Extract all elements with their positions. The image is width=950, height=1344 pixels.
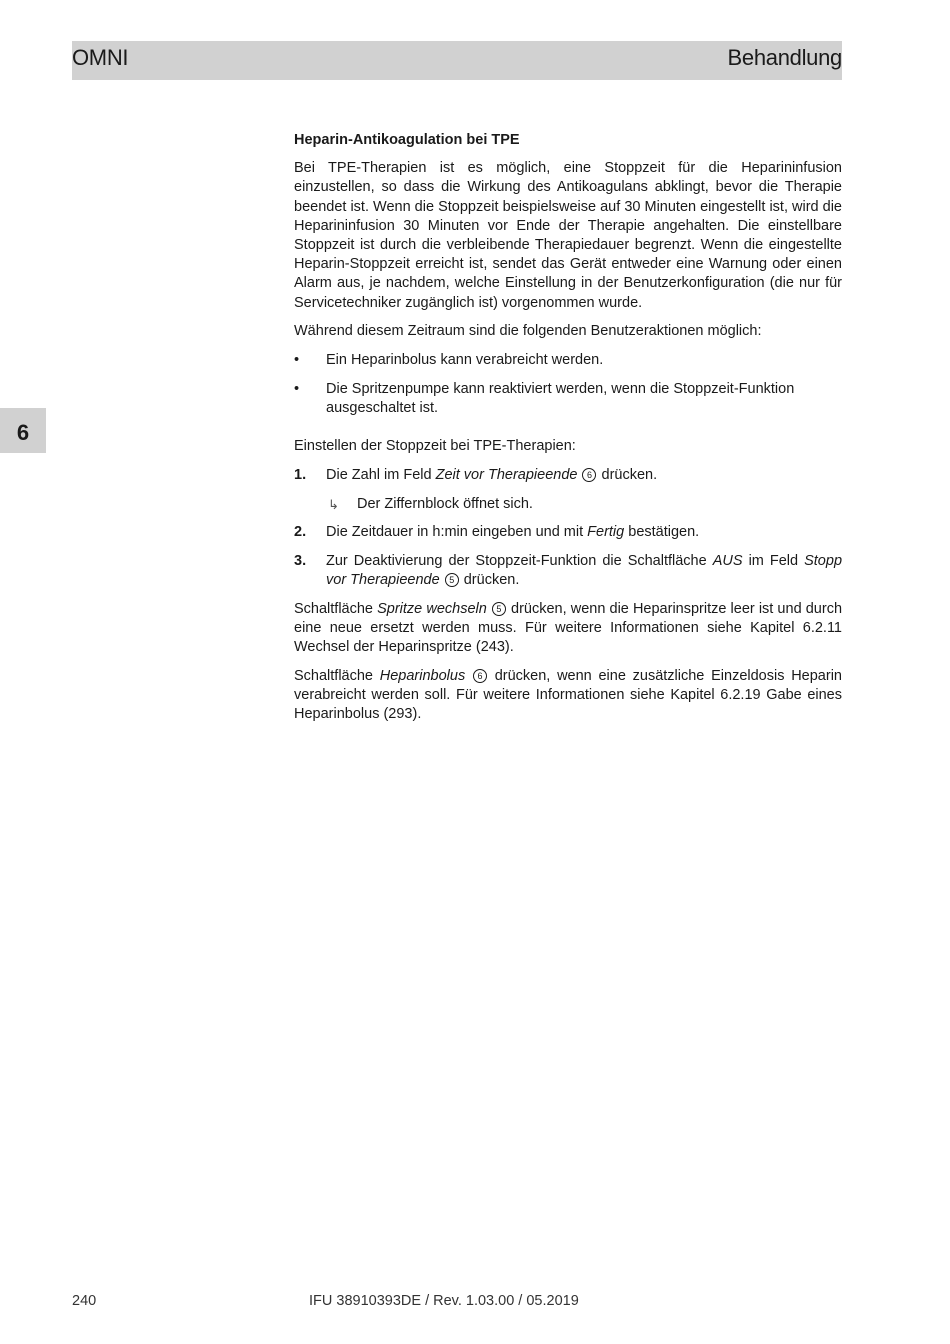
callout-marker: 6	[582, 468, 596, 482]
actions-paragraph: Während diesem Zeitraum sind die folgenden Benutzeraktionen möglich:	[294, 323, 762, 340]
page-header	[72, 41, 842, 80]
step-1: 1. Die Zahl im Feld Zeit vor Therapieende 6 drücken.	[294, 466, 842, 485]
document-id: IFU 38910393DE / Rev. 1.03.00 / 05.2019	[309, 1293, 579, 1309]
button-name: Spritze wechseln	[377, 600, 487, 617]
chapter-tab: 6	[0, 408, 46, 453]
field-name: Zeit vor Therapieende	[435, 466, 578, 483]
bullet-icon: •	[294, 380, 300, 397]
step-2: 2. Die Zeitdauer in h:min eingeben und mit Fertig bestätigen.	[294, 523, 842, 542]
bullet-icon: •	[294, 352, 300, 369]
header-product-name: OMNI	[72, 45, 129, 70]
field-name: Stopp vor Therapieende	[326, 552, 843, 589]
main-content	[294, 131, 842, 734]
result-arrow-icon: ↳	[328, 496, 339, 512]
page-number: 240	[72, 1293, 97, 1309]
bullet-list	[294, 351, 842, 418]
callout-marker: 5	[445, 573, 459, 587]
list-item: • Ein Heparinbolus kann verabreicht werden.	[294, 351, 842, 370]
steps-intro: Einstellen der Stoppzeit bei TPE-Therapien:	[294, 438, 576, 455]
step-1-result: ↳ Der Ziffernblock öffnet sich.	[294, 495, 842, 514]
callout-marker: 5	[492, 602, 506, 616]
step-number: 1.	[294, 466, 307, 483]
button-name: Heparinbolus	[379, 667, 466, 684]
callout-marker: 6	[473, 669, 487, 683]
syringe-paragraph: Schaltfläche Spritze wechseln 5 drücken, wenn die Heparinspritze leer ist und durch eine neue ersetzt werden muss. Für weitere Informationen siehe Kapitel 6.2.11 Wechsel der Heparinspritze (243).	[294, 600, 843, 656]
button-name: AUS	[712, 552, 743, 569]
step-number: 3.	[294, 552, 307, 569]
step-3: 3. Zur Deaktivierung der Stoppzeit-Funktion die Schaltfläche AUS im Feld Stopp vor Therapieende 5 drücken.	[294, 552, 843, 589]
section-title: Heparin-Antikoagulation bei TPE	[294, 132, 520, 148]
step-number: 2.	[294, 524, 307, 541]
intro-paragraph: Bei TPE-Therapien ist es möglich, eine Stoppzeit für die Heparininfusion einzustellen, so dass die Wirkung des Antikoagulans abklingt, bevor die Therapie beendet ist. Wenn die Stoppzeit beispielsweise auf 30 Minuten eingestellt ist, wird die Heparininfusion 30 Minuten vor Ende der Therapie angehalten. Die einstellbare Stoppzeit ist durch die verbleibende Therapiedauer begrenzt. Wenn die eingestellte Heparin-Stoppzeit erreicht ist, sendet das Gerät entweder eine Warnung oder einen Alarm aus, je nachdem, welche Einstellung in der Benutzerkonfiguration (die nur für Servicetechniker zugänglich ist) vorgenommen wurde.	[294, 160, 842, 311]
field-name: Fertig	[587, 524, 625, 541]
list-item: • Die Spritzenpumpe kann reaktiviert werden, wenn die Stoppzeit-Funktion ausgeschaltet ist.	[294, 380, 795, 416]
header-chapter-name: Behandlung	[727, 45, 842, 70]
bolus-paragraph: Schaltfläche Heparinbolus 6 drücken, wenn eine zusätzliche Einzeldosis Heparin verabreicht werden soll. Für weitere Informationen siehe Kapitel 6.2.19 Gabe eines Heparinbolus (293).	[294, 667, 842, 723]
